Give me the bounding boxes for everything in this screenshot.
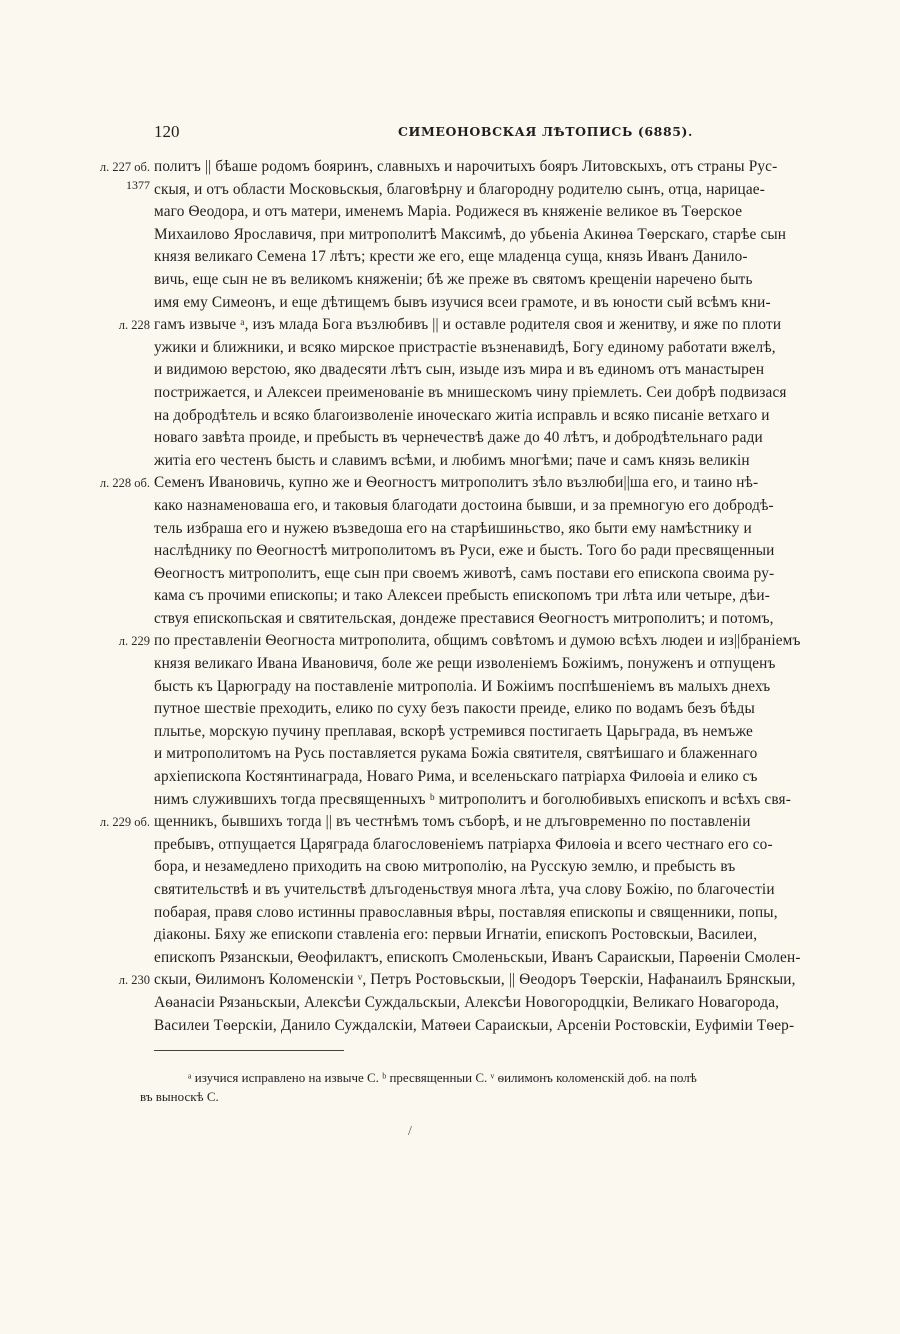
line-text: діаконы. Бяху же епископи ставленіа его: первыи Игнатіи, епископъ Ростовскыи, Василеи, <box>154 926 758 944</box>
text-line <box>0 563 900 586</box>
text-line <box>0 834 900 857</box>
stray-pen-mark: / <box>408 1124 412 1139</box>
text-line <box>0 156 900 179</box>
text-line <box>0 743 900 766</box>
line-text: и митрополитомъ на Русь поставляется рукама Божіа святителя, святѣишаго и блаженнаго <box>154 745 758 763</box>
text-line <box>0 224 900 247</box>
footnote-divider <box>154 1050 344 1051</box>
text-line <box>0 269 900 292</box>
line-text: ствуя епископьская и святительская, дондеже преставися Ѳеогностъ митрополитъ; и потомъ, <box>154 609 774 627</box>
text-line <box>0 382 900 405</box>
line-text: архіепископа Костянтинаграда, Новаго Рима, и вселеньскаго патріарха Филоѳіа и елико съ <box>154 768 758 786</box>
line-text: бысть къ Царюграду на поставленіе митрополіа. И Божіимъ поспѣшеніемъ въ малыхъ днехъ <box>154 677 771 695</box>
text-line <box>0 653 900 676</box>
line-text: пребывъ, отпущается Царяграда благословеніемъ патріарха Филоѳіа и всего честнаго его со- <box>154 835 773 853</box>
text-line <box>0 879 900 902</box>
text-line <box>0 698 900 721</box>
text-line <box>0 405 900 428</box>
text-line <box>0 676 900 699</box>
margin-year: 1377 <box>126 177 150 192</box>
line-text: пострижается, и Алексеи преименованіе въ мнишескомъ чину пріемлеть. Сеи добрѣ подвизася <box>154 383 787 401</box>
margin-folio-note: л. 229 об. <box>99 815 150 830</box>
line-text: щенникъ, бывшихъ тогда || въ честнѣмъ томъ съборѣ, и не длъговременно по поставленіи <box>154 813 751 831</box>
text-line <box>0 902 900 925</box>
page-number: 120 <box>154 122 180 141</box>
text-line <box>0 608 900 631</box>
line-text: политъ || бѣаше родомъ бояринъ, славныхъ и нарочитыхъ бояръ Литовскыхъ, отъ страны Рус- <box>154 158 778 175</box>
line-text: гамъ извыче ᵃ, изъ млада Бога възлюбивъ || и оставле родителя своя и женитву, и яже по плоти <box>154 316 782 334</box>
text-line <box>0 789 900 812</box>
running-title: СИМЕОНОВСКАЯ ЛѢТОПИСЬ (6885). <box>398 124 693 139</box>
line-text: нимъ служившихъ тогда пресвященныхъ ᵇ митрополитъ и боголюбивыхъ епископъ и всѣхъ свя- <box>154 790 791 808</box>
line-text: Семенъ Ивановичь, купно же и Ѳеогностъ митрополитъ зѣло възлюби||ша его, и таино нѣ- <box>154 474 759 492</box>
main-text <box>0 156 900 1037</box>
margin-folio-note: л. 229 <box>118 634 150 649</box>
line-text: побарая, правя слово истинны православныя вѣры, поставляя епископы и священники, попы, <box>154 903 778 921</box>
text-line <box>0 585 900 608</box>
text-line <box>0 811 900 834</box>
line-text: плытье, морскую пучину преплавая, вскорѣ устремився постигаеть Царьграда, въ немъже <box>154 722 753 740</box>
line-text: имя ему Симеонъ, и еще дѣтищемъ бывъ изучися всеи грамоте, и въ юности сый всѣмъ кни- <box>154 293 771 311</box>
line-text: Аѳанасіи Рязаньскыи, Алексѣи Суждальскыи, Алексѣи Новогородцкіи, Великаго Новагорода, <box>154 993 780 1011</box>
line-text: кама съ прочими епископы; и тако Алексеи пребысть епископомъ три лѣта или четыре, дѣи- <box>154 587 771 605</box>
footnote-line: въ выноскѣ С. <box>140 1089 219 1104</box>
line-text: житіа его честенъ бысть и славимъ всѣми, и любимъ многѣми; паче и самъ князь великін <box>154 451 750 469</box>
footnote-line: ᵃ изучися исправлено на извыче С. ᵇ пресвященныи С. ᵛ ѳилимонъ коломенскій доб. на полѣ <box>188 1070 697 1085</box>
line-text: и видимою верстою, яко двадесяти лѣтъ сын, изыде изъ мира и въ единомъ отъ манастырен <box>154 361 765 379</box>
line-text: маго Ѳеодора, и отъ матери, именемъ Маріа. Родижеся въ княженіе великое въ Тѳерское <box>154 203 743 221</box>
line-text: Василеи Тѳерскіи, Данило Суждалскіи, Матѳеи Сараискыи, Арсеніи Ростовскіи, Еуфиміи Тѳер- <box>154 1016 795 1034</box>
text-line <box>0 969 900 992</box>
line-text: тель избраша его и нужею възведоша его на старѣишиньство, яко быти ему намѣстнику и <box>154 519 752 537</box>
line-text: скыя, и отъ области Московьскыя, благовѣрну и благородну родителю сынъ, отца, нарицае- <box>154 180 765 198</box>
text-line <box>0 721 900 744</box>
margin-folio-note: л. 228 <box>118 318 150 333</box>
text-line <box>0 766 900 789</box>
text-line <box>0 540 900 563</box>
line-text: како назнаменоваша его, и таковыя благодати достоина бывши, и за премногую его добродѣ- <box>154 496 774 514</box>
text-line <box>0 359 900 382</box>
text-line <box>0 292 900 315</box>
line-text: ужики и ближники, и всяко мирское пристрастіе възненавидѣ, Богу единому работати вжелѣ, <box>154 338 776 356</box>
margin-folio-note: л. 227 об. <box>99 160 150 174</box>
line-text: бора, и незамедлено приходить на свою митрополію, на Русскую землю, и пребысть въ <box>154 858 736 876</box>
text-line <box>0 924 900 947</box>
text-line <box>0 856 900 879</box>
text-line <box>0 314 900 337</box>
text-line <box>0 179 900 202</box>
line-text: князя великаго Ивана Ивановичя, боле же рещи изволеніемъ Божіимъ, понуженъ и отпущенъ <box>154 655 776 673</box>
line-text: вичь, еще сын не въ великомъ княженіи; бѣ же преже въ святомъ крещеніи наречено быть <box>154 270 753 288</box>
line-text: Ѳеогностъ митрополитъ, еще сын при своемъ животѣ, самъ постави его епископа своима ру- <box>154 564 775 582</box>
text-line <box>0 337 900 360</box>
text-line <box>0 246 900 269</box>
line-text: князя великаго Семена 17 лѣтъ; крести же его, еще младенца суща, князь Иванъ Данило- <box>154 248 748 266</box>
line-text: святительствѣ и въ учительствѣ длъгоденьствуя многа лѣта, уча слову Божію, по благочестіи <box>154 881 775 898</box>
text-line <box>0 518 900 541</box>
line-text: по преставленіи Ѳеогноста митрополита, общимъ совѣтомъ и думою всѣхъ людеи и из||браніемъ <box>154 632 801 650</box>
line-text: путное шествіе преходить, елико по суху безъ пакости преиде, елико по водамъ безъ бѣды <box>154 700 755 718</box>
text-line <box>0 472 900 495</box>
margin-folio-note: л. 230 <box>118 973 150 988</box>
line-text: епископъ Рязанскыи, Ѳеофилактъ, епископъ Смоленьскыи, Иванъ Сараискыи, Парѳеніи Смолен- <box>154 948 801 966</box>
margin-folio-note: л. 228 об. <box>99 476 150 491</box>
text-line <box>0 1015 900 1038</box>
text-line <box>0 450 900 473</box>
line-text: скыи, Ѳилимонъ Коломенскіи ᵛ, Петръ Ростовьскыи, || Ѳеодоръ Тѳерскіи, Нафанаилъ Брянскыи, <box>154 971 796 989</box>
text-line <box>0 947 900 970</box>
text-line <box>0 495 900 518</box>
line-text: наслѣднику по Ѳеогностѣ митрополитомъ въ Руси, еже и бысть. Того бо ради пресвященныи <box>154 542 775 560</box>
text-line <box>0 630 900 653</box>
footnotes <box>140 1068 860 1106</box>
page-header <box>0 118 900 148</box>
text-line <box>0 201 900 224</box>
line-text: Михаилово Ярославичя, при митрополитѣ Максимѣ, до убьеніа Акинѳа Тѳерскаго, старѣе сын <box>154 225 787 243</box>
line-text: новаго завѣта проиде, и пребысть въ чернечествѣ даже до 40 лѣтъ, и добродѣтельнаго ради <box>154 429 763 447</box>
text-line <box>0 992 900 1015</box>
text-line <box>0 427 900 450</box>
line-text: на добродѣтель и всяко благоизволеніе иноческаго житіа исправль и всяко писаніе ветхаго и <box>154 406 770 424</box>
